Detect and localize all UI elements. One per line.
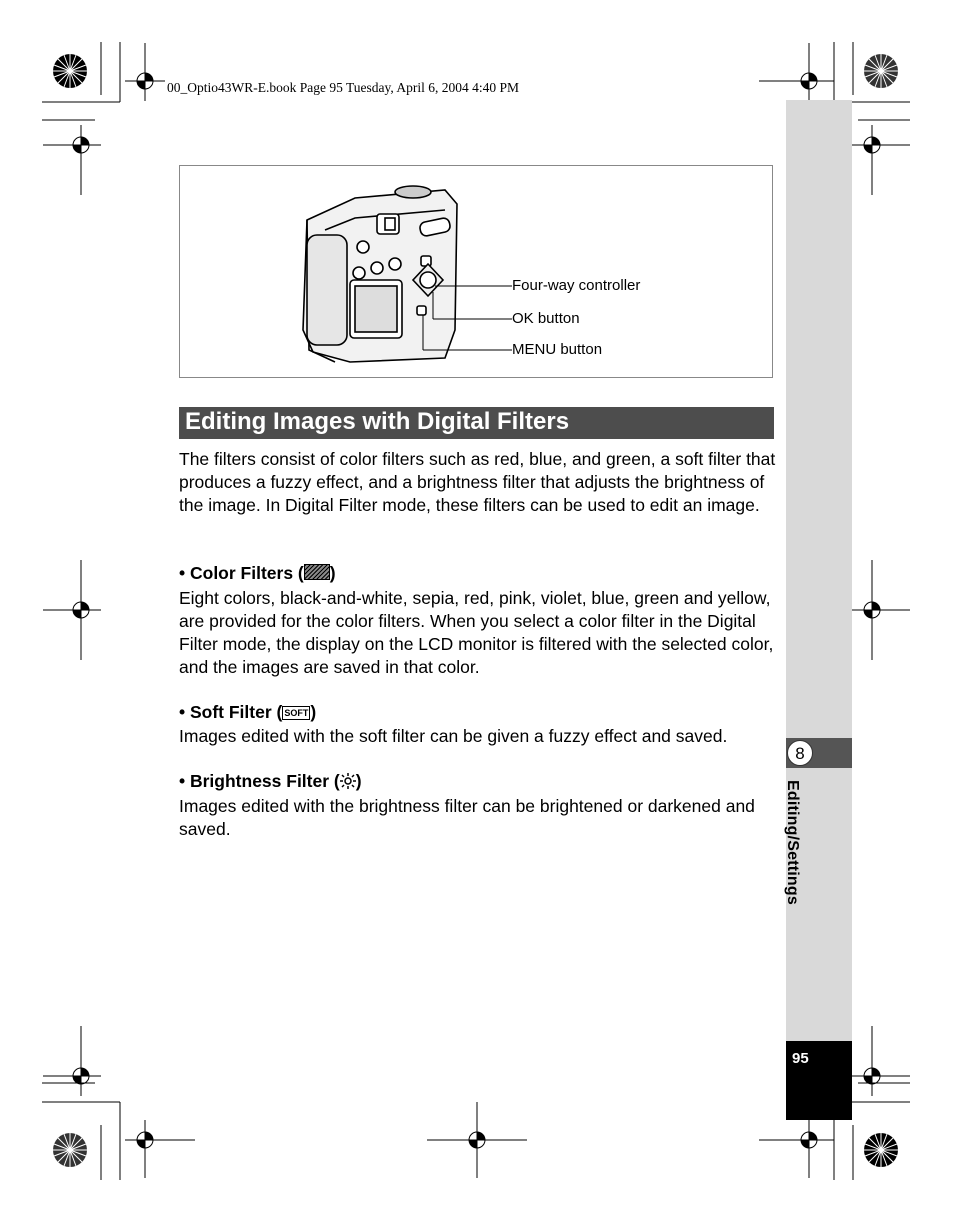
brightness-filter-text: Images edited with the brightness filter can be brightened or darkened and saved. bbox=[179, 796, 755, 839]
chapter-title: Editing/Settings bbox=[784, 780, 801, 905]
soft-filter-heading bbox=[179, 702, 316, 723]
color-filters-heading bbox=[179, 563, 336, 584]
brightness-filter-label: • Brightness Filter ( bbox=[179, 771, 340, 791]
color-filters-label: • Color Filters ( bbox=[179, 563, 304, 583]
color-filters-close: ) bbox=[329, 563, 336, 583]
soft-filter-icon: SOFT bbox=[284, 708, 309, 718]
soft-filter-close: ) bbox=[310, 702, 317, 722]
brightness-filter-close: ) bbox=[355, 771, 362, 791]
brightness-filter-heading bbox=[179, 771, 362, 792]
color-filters-text: Eight colors, black-and-white, sepia, red, pink, violet, blue, green and yellow, are provided for the color filters. When you select a color filter in the Digital Filter mode, the display on the LCD monitor is filtered with the selected color, and the images are saved in that color. bbox=[179, 588, 774, 677]
camera-illustration bbox=[295, 180, 520, 370]
callout-ok-button: OK button bbox=[512, 310, 580, 327]
soft-filter-label: • Soft Filter ( bbox=[179, 702, 283, 722]
callout-four-way-controller: Four-way controller bbox=[512, 277, 641, 294]
color-filter-icon bbox=[304, 564, 330, 580]
page-number: 95 bbox=[792, 1050, 809, 1067]
chapter-number: 8 bbox=[787, 740, 813, 766]
callout-menu-button: MENU button bbox=[512, 341, 603, 358]
soft-filter-text: Images edited with the soft filter can be given a fuzzy effect and saved. bbox=[179, 726, 728, 746]
print-header: 00_Optio43WR-E.book Page 95 Tuesday, April 6, 2004 4:40 PM bbox=[167, 80, 520, 95]
section-title: Editing Images with Digital Filters bbox=[185, 408, 570, 435]
chapter-side-strip bbox=[786, 100, 852, 1120]
intro-paragraph: The filters consist of color filters such as red, blue, and green, a soft filter that produces a fuzzy effect, and a brightness filter that adjusts the brightness of the image. In Digital Filter mode, these filters can be used to edit an image. bbox=[179, 449, 776, 515]
brightness-icon bbox=[340, 773, 356, 789]
